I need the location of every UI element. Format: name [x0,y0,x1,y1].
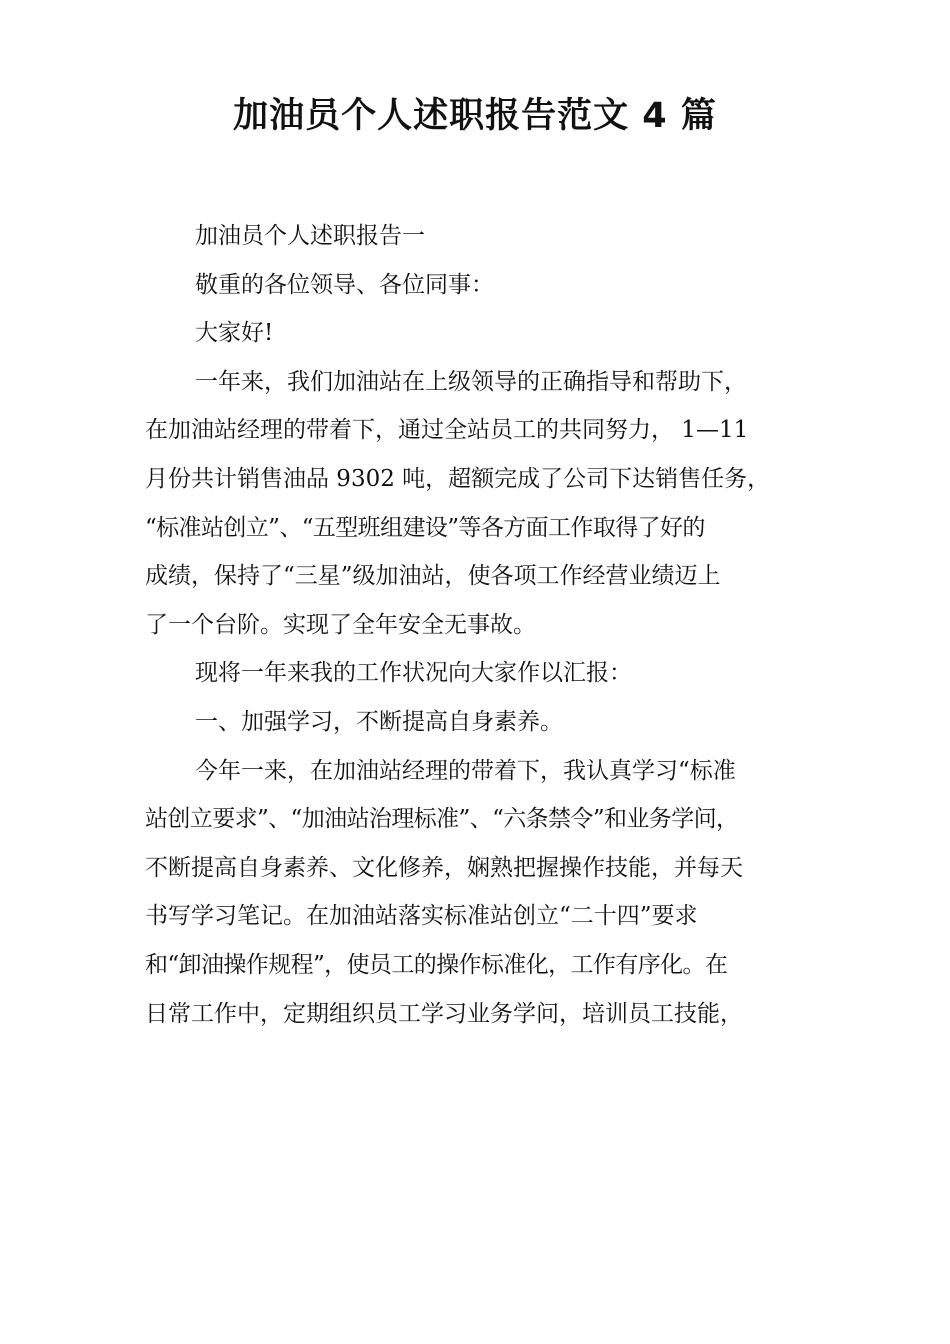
paragraph-line: 书写学习笔记。在加油站落实标准站创立“二十四”要求 [145,903,698,930]
paragraph-line: 站创立要求”、“加油站治理标准”、“六条禁令”和业务学问， [145,806,739,833]
paragraph-line: 加油员个人述职报告一 [195,223,425,249]
paragraph-line: 月份共计销售油品 9302 吨，超额完成了公司下达销售任务， [145,465,771,492]
paragraph-line: 日常工作中，定期组织员工学习业务学问，培训员工技能， [145,1000,743,1027]
paragraph-line: 一年来，我们加油站在上级领导的正确指导和帮助下， [195,368,747,395]
document-title: 加油员个人述职报告范文 4 篇 [233,96,717,136]
paragraph-line: 敬重的各位领导、各位同事： [195,271,494,298]
paragraph-line: 大家好! [195,320,274,347]
paragraph-line: 现将一年来我的工作状况向大家作以汇报： [195,660,632,687]
paragraph-line: 成绩，保持了“三星”级加油站，使各项工作经营业绩迈上 [145,563,721,590]
paragraph-line: 和“卸油操作规程”，使员工的操作标准化，工作有序化。在 [145,951,728,978]
document-body [145,212,810,1038]
paragraph-line: 今年一来，在加油站经理的带着下，我认真学习“标准 [195,757,736,784]
paragraph-line: 一、加强学习，不断提高自身素养。 [195,708,563,735]
paragraph-line: 在加油站经理的带着下，通过全站员工的共同努力， 1—11 [145,417,749,444]
paragraph-line: 了一个台阶。实现了全年安全无事故。 [145,611,536,638]
paragraph-line: “标准站创立”、“五型班组建设”等各方面工作取得了好的 [145,514,705,541]
paragraph-line: 不断提高自身素养、文化修养，娴熟把握操作技能，并每天 [145,854,743,881]
